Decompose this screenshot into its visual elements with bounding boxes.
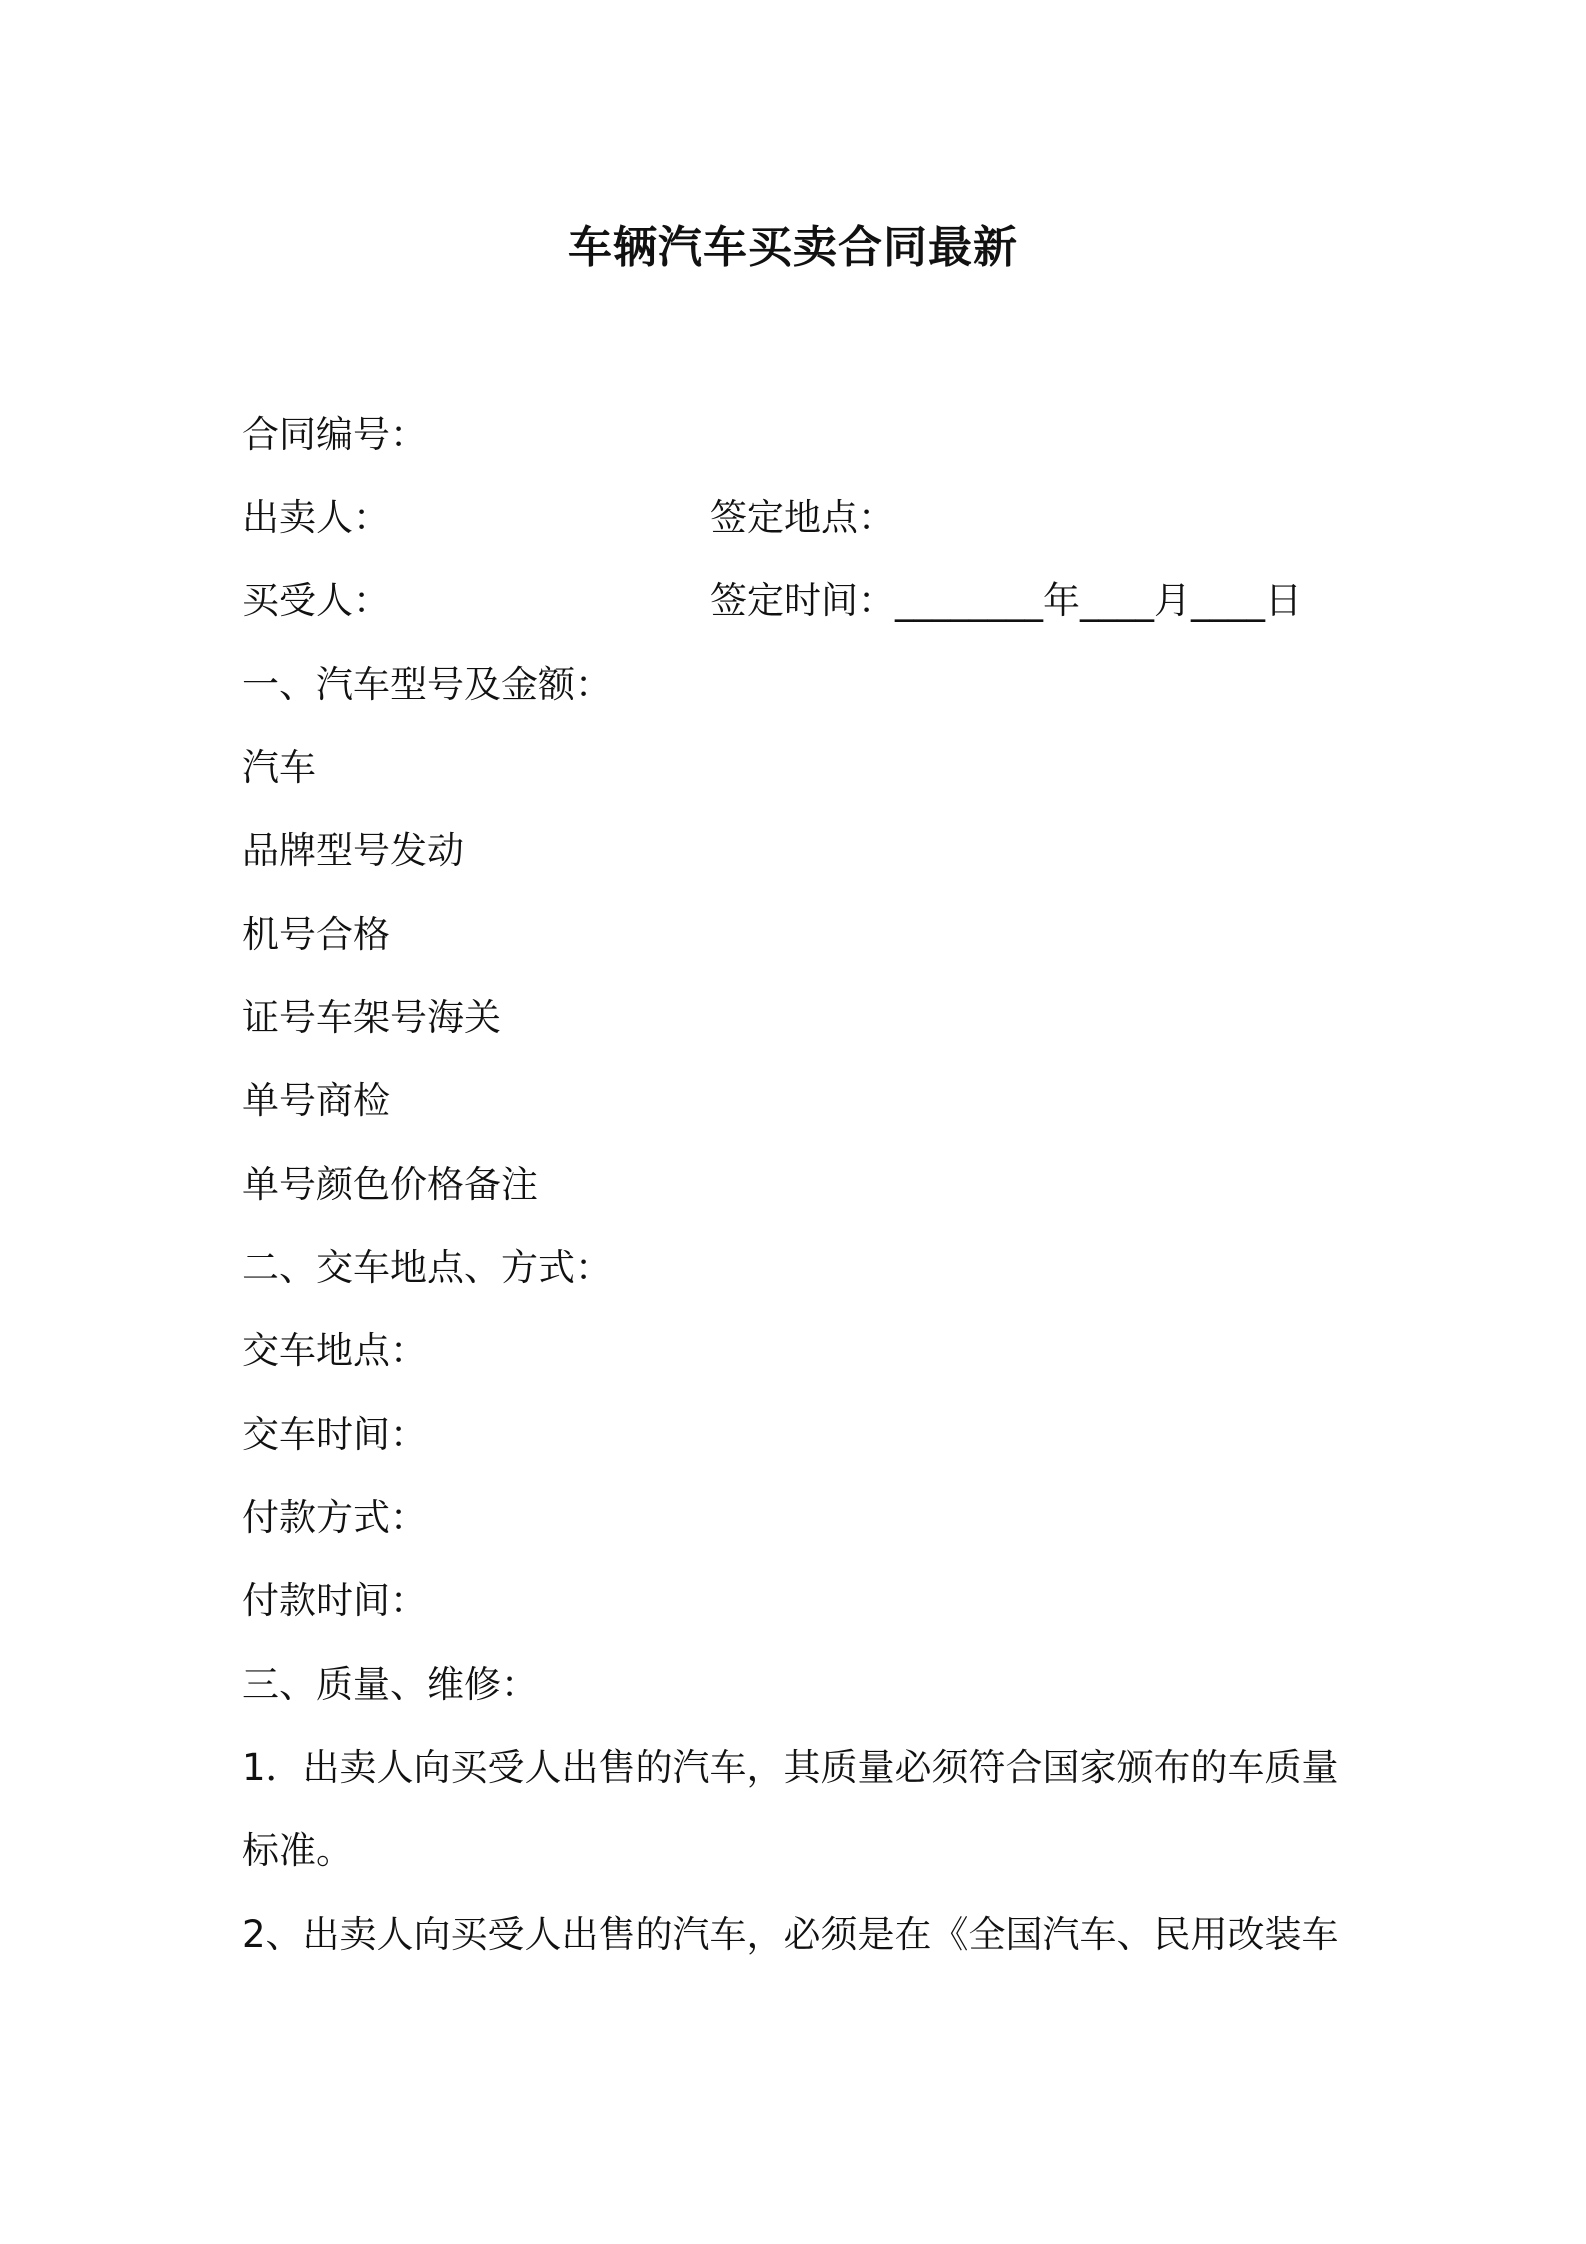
section-3-line: 1．出卖人向买受人出售的汽车，其质量必须符合国家颁布的车质量 [242, 1746, 1339, 1789]
section-1-line: 单号颜色价格备注 [242, 1163, 538, 1206]
section-1-line: 机号合格 [242, 913, 390, 956]
sign-place-label: 签定地点： [710, 496, 895, 539]
document-title: 车辆汽车买卖合同最新 [568, 222, 1018, 273]
section-3-line: 标准。 [242, 1829, 353, 1872]
seller-label: 出卖人： [242, 496, 390, 539]
section-3-line: 2、出卖人向买受人出售的汽车，必须是在《全国汽车、民用改装车 [242, 1913, 1339, 1956]
section-1-line: 单号商检 [242, 1079, 390, 1122]
section-2-line: 付款方式： [242, 1496, 427, 1539]
section-1-line: 品牌型号发动 [242, 829, 464, 872]
section-2-line: 付款时间： [242, 1579, 427, 1622]
section-1-heading: 一、汽车型号及金额： [242, 663, 612, 706]
section-2-line: 交车地点： [242, 1329, 427, 1372]
contract-number-label: 合同编号： [242, 413, 427, 456]
sign-time-label: 签定时间：________年____月____日 [710, 579, 1302, 622]
section-1-line: 证号车架号海关 [242, 996, 501, 1039]
section-2-heading: 二、交车地点、方式： [242, 1246, 612, 1289]
section-1-line: 汽车 [242, 746, 316, 789]
section-3-heading: 三、质量、维修： [242, 1663, 538, 1706]
section-2-line: 交车时间： [242, 1413, 427, 1456]
buyer-label: 买受人： [242, 579, 390, 622]
